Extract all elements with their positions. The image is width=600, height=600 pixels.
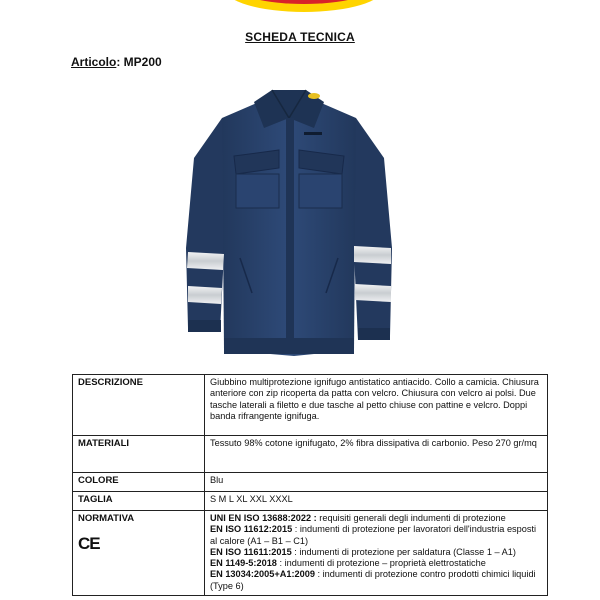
article-code: [71, 55, 162, 69]
standard-line: [210, 513, 543, 524]
standard-line: [210, 547, 543, 558]
normativa-label: NORMATIVA: [78, 513, 135, 524]
row-label-descrizione: DESCRIZIONE: [73, 375, 205, 436]
table-row: [73, 492, 548, 511]
standard-text: : indumenti di protezione contro prodotti chimici liquidi (Type 6): [210, 569, 536, 591]
standard-code: EN 1149-5:2018: [210, 558, 277, 569]
table-row: [73, 511, 548, 596]
standard-code: EN ISO 11611:2015: [210, 546, 292, 557]
standard-code: UNI EN ISO 13688:2022 :: [210, 513, 317, 523]
row-value-materiali: Tessuto 98% cotone ignifugato, 2% fibra dissipativa di carbonio. Peso 270 gr/mq: [205, 436, 548, 473]
row-label-colore: COLORE: [73, 473, 205, 492]
brand-logo: [0, 0, 600, 22]
standard-code: EN 13034:2005+A1:2009: [210, 569, 315, 580]
row-label-taglia: TAGLIA: [73, 492, 205, 511]
table-row: [73, 375, 548, 436]
row-value-taglia: S M L XL XXL XXXL: [205, 492, 548, 511]
standard-line: [210, 524, 543, 547]
product-photo: [174, 88, 404, 368]
standard-line: [210, 558, 543, 569]
standard-text: requisiti generali degli indumenti di protezione: [316, 513, 506, 523]
row-value-colore: Blu: [205, 473, 548, 492]
spec-table: [72, 374, 548, 596]
article-value: : MP200: [116, 55, 162, 69]
table-row: [73, 436, 548, 473]
standard-text: : indumenti di protezione per saldatura (Classe 1 – A1): [291, 546, 516, 557]
standard-code: EN ISO 11612:2015: [210, 524, 293, 535]
standard-text: : indumenti di protezione – proprietà elettrostatiche: [276, 558, 486, 569]
page-title: SCHEDA TECNICA: [245, 30, 355, 44]
row-label-materiali: MATERIALI: [73, 436, 205, 473]
standard-line: [210, 569, 543, 592]
article-label: Articolo: [71, 55, 117, 69]
ce-mark-icon: CE: [78, 534, 100, 554]
row-label-normativa: [73, 511, 205, 596]
table-row: [73, 473, 548, 492]
standard-text: : indumenti di protezione per lavoratori dell'industria esposti al calore (A1 – B1 – C1): [210, 524, 537, 546]
row-value-descrizione: Giubbino multiprotezione ignifugo antistatico antiacido. Collo a camicia. Chiusura anteriore con zip ricoperta da patta con velcro. Chiusura con velcro ai polsi. Due tasche laterali a filetto e due tasche al petto chiuse con pattine e velcro. Doppi banda rifrangente ignifuga.: [205, 375, 548, 436]
row-value-normativa: [205, 511, 548, 596]
